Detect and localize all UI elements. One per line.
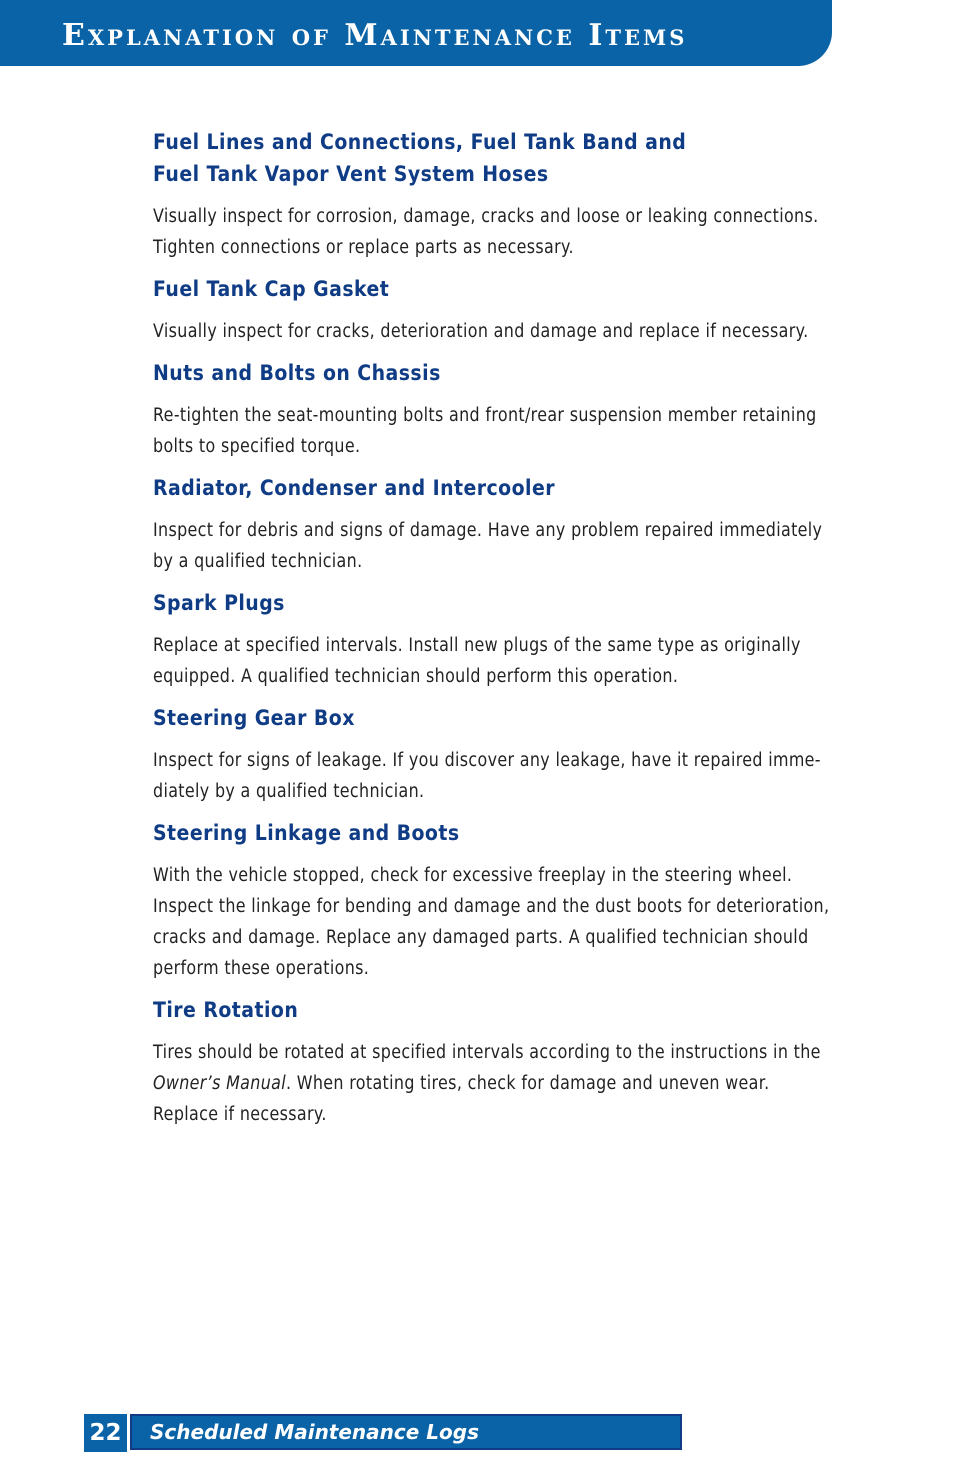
body-line: Inspect for debris and signs of damage. Have any problem repaired immediately [153, 520, 823, 541]
body-line-tail: . When rotating tires, check for damage and uneven wear. [285, 1073, 770, 1094]
section-heading-line: Fuel Tank Cap Gasket [153, 277, 390, 301]
section-steering-gear-box [153, 702, 865, 807]
header-bar [0, 0, 832, 66]
body-line: by a qualified technician. [153, 551, 363, 572]
section-body [153, 860, 871, 984]
section-fuel-lines [153, 126, 865, 263]
body-line: equipped. A qualified technician should perform this operation. [153, 666, 679, 687]
footer-label: Scheduled Maintenance Logs [150, 1420, 479, 1444]
body-line: Replace at specified intervals. Install new plugs of the same type as originally [153, 635, 801, 656]
section-heading [153, 357, 794, 389]
main-content [153, 126, 865, 1140]
section-heading [153, 472, 794, 504]
section-heading-line: Spark Plugs [153, 591, 285, 615]
body-line: Inspect for signs of leakage. If you discover any leakage, have it repaired imme- [153, 750, 821, 771]
page-number: 22 [84, 1414, 127, 1452]
section-nuts-bolts [153, 357, 865, 462]
body-line: Re-tighten the seat-mounting bolts and front/rear suspension member retaining [153, 405, 817, 426]
body-line: Replace if necessary. [153, 1104, 327, 1125]
body-line: Inspect the linkage for bending and damage and the dust boots for deterioration, [153, 896, 830, 917]
section-body [153, 1037, 871, 1130]
section-radiator [153, 472, 865, 577]
body-line: cracks and damage. Replace any damaged parts. A qualified technician should [153, 927, 809, 948]
body-line-with-italic [153, 1068, 871, 1099]
page-title: Explanation of Maintenance Items [62, 18, 688, 53]
section-fuel-tank-cap [153, 273, 865, 347]
section-heading-line: Nuts and Bolts on Chassis [153, 361, 441, 385]
footer-bar [130, 1414, 682, 1450]
section-heading-line: Steering Linkage and Boots [153, 821, 460, 845]
section-heading-line: Radiator, Condenser and Intercooler [153, 476, 556, 500]
section-heading [153, 587, 794, 619]
section-body [153, 201, 871, 263]
section-heading [153, 126, 794, 190]
body-line: bolts to specified torque. [153, 436, 361, 457]
section-heading-line: Steering Gear Box [153, 706, 355, 730]
section-body [153, 400, 871, 462]
body-line: Visually inspect for cracks, deterioration and damage and replace if necessary. [153, 321, 809, 342]
section-body [153, 630, 871, 692]
section-body [153, 745, 871, 807]
body-line: Tighten connections or replace parts as necessary. [153, 237, 574, 258]
section-spark-plugs [153, 587, 865, 692]
section-heading [153, 817, 794, 849]
section-steering-linkage [153, 817, 865, 984]
body-line: Visually inspect for corrosion, damage, cracks and loose or leaking connections. [153, 206, 819, 227]
owners-manual-reference: Owner’s Manual [153, 1073, 286, 1094]
section-heading [153, 702, 794, 734]
section-body [153, 316, 871, 347]
section-heading-line: Fuel Tank Vapor Vent System Hoses [153, 162, 549, 186]
section-heading [153, 994, 794, 1026]
body-line: perform these operations. [153, 958, 370, 979]
section-body [153, 515, 871, 577]
section-heading-line: Fuel Lines and Connections, Fuel Tank Band and [153, 130, 687, 154]
section-heading-line: Tire Rotation [153, 998, 299, 1022]
body-line: Tires should be rotated at specified intervals according to the instructions in the [153, 1042, 821, 1063]
body-line: diately by a qualified technician. [153, 781, 425, 802]
section-heading [153, 273, 794, 305]
body-line: With the vehicle stopped, check for excessive freeplay in the steering wheel. [153, 865, 793, 886]
section-tire-rotation [153, 994, 865, 1130]
